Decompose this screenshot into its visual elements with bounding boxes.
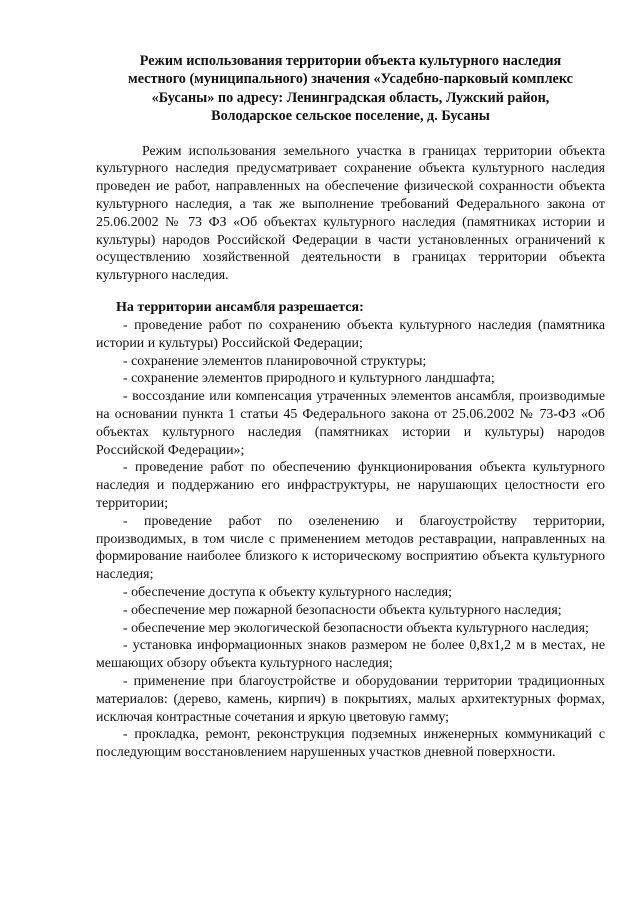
- title-line: Режим использования территории объекта культурного наследия: [139, 53, 562, 69]
- list-item: - проведение работ по озеленению и благоустройству территории, производимых, в том числе с применением методов реставрации, направленных на формирование наиболее близкого к историческому восприятию объекта культурного наследия;: [96, 513, 605, 584]
- list-item: - сохранение элементов планировочной структуры;: [96, 353, 605, 371]
- list-item: - прокладка, ремонт, реконструкция подземных инженерных коммуникаций с последующим восстановлением нарушенных участков дневной поверхности.: [96, 726, 605, 762]
- list-item: - обеспечение доступа к объекту культурного наследия;: [96, 584, 605, 602]
- list-item: - применение при благоустройстве и оборудовании территории традиционных материалов: (дерево, камень, кирпич) в покрытиях, малых архитектурных формах, исключая контрастные сочетания и яркую цветовую гамму;: [96, 673, 605, 726]
- list-item: - проведение работ по сохранению объекта культурного наследия (памятника истории и культуры) Российской Федерации;: [96, 317, 605, 353]
- title-line: Володарское сельское поселение, д. Бусаны: [211, 108, 490, 125]
- title-line: местного (муниципального) значения «Усадебно-парковый комплекс: [128, 71, 573, 88]
- title-line: «Бусаны» по адресу: Ленинградская область, Лужский район,: [151, 89, 550, 106]
- list-item: - воссоздание или компенсация утраченных элементов ансамбля, производимые на основании пункта 1 статьи 45 Федерального закона от 25.06.2002 № 73-ФЗ «Об объектах культурного наследия (памятниках истории и культуры) народов Российской Федерации»;: [96, 388, 605, 459]
- document-title: [96, 52, 605, 126]
- list-item: - установка информационных знаков размером не более 0,8х1,2 м в местах, не мешающих обзору объекта культурного наследия;: [96, 637, 605, 673]
- list-item: - обеспечение мер пожарной безопасности объекта культурного наследия;: [96, 602, 605, 620]
- list-item: - проведение работ по обеспечению функционирования объекта культурного наследия и поддержанию его инфраструктуры, не нарушающих целостности его территории;: [96, 459, 605, 512]
- list-item: - обеспечение мер экологической безопасности объекта культурного наследия;: [96, 620, 605, 638]
- permitted-heading: На территории ансамбля разрешается:: [116, 300, 364, 315]
- list-item: - сохранение элементов природного и культурного ландшафта;: [96, 370, 605, 388]
- permitted-list: [96, 317, 605, 762]
- intro-paragraph: Режим использования земельного участка в границах территории объекта культурного наследия предусматривает сохранение объекта культурного наследия проведен ие работ, направленных на обеспечение физической сохранности объекта культурного наследия, а так же выполнение требований Федерального закона от 25.06.2002 № 73 ФЗ «Об объектах культурного наследия (памятниках истории и культуры) народов Российской Федерации в части установленных ограничений к осуществлению хозяйственной деятельности в границах территории объекта культурного наследия.: [96, 143, 605, 284]
